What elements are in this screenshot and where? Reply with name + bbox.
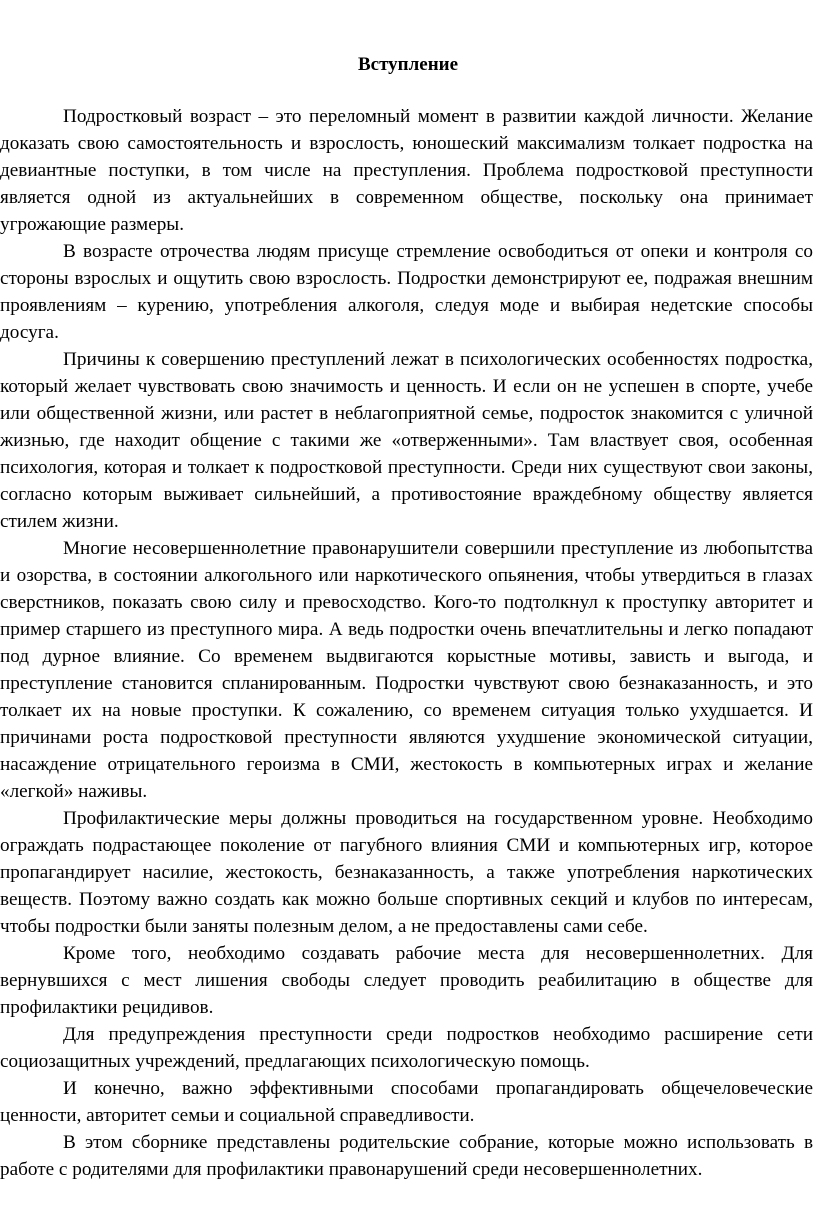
paragraph: Профилактические меры должны проводиться на государственном уровне. Необходимо ограждать подрастающее поколение от пагубного влияния СМИ и компьютерных игр, которое пропагандирует насилие, жестокость, безнаказанность, а также употребления наркотических веществ. Поэтому важно создать как можно больше спортивных секций и клубов по интересам, чтобы подростки были заняты полезным делом, а не предоставлены сами себе. xyxy=(0,808,813,937)
paragraph: Подростковый возраст – это переломный момент в развитии каждой личности. Желание доказать свою самостоятельность и взрослость, юношеский максимализм толкает подростка на девиантные поступки, в том числе на преступления. Проблема подростковой преступности является одной из актуальнейших в современном обществе, поскольку она принимает угрожающие размеры. xyxy=(0,106,813,235)
paragraph: Кроме того, необходимо создавать рабочие места для несовершеннолетних. Для вернувшихся с мест лишения свободы следует проводить реабилитацию в обществе для профилактики рецидивов. xyxy=(0,943,813,1018)
paragraph: В этом сборнике представлены родительские собрание, которые можно использовать в работе с родителями для профилактики правонарушений среди несовершеннолетних. xyxy=(0,1132,813,1180)
document-title: Вступление xyxy=(357,54,459,75)
paragraph: Причины к совершению преступлений лежат в психологических особенностях подростка, который желает чувствовать свою значимость и ценность. И если он не успешен в спорте, учебе или общественной жизни, или растет в неблагоприятной семье, подросток знакомится с уличной жизнью, где находит общение с такими же «отверженными». Там властвует своя, особенная психология, которая и толкает к подростковой преступности. Среди них существуют свои законы, согласно которым выживает сильнейший, а противостояние враждебному обществу является стилем жизни. xyxy=(0,349,813,532)
document-body xyxy=(0,103,813,1183)
paragraph: И конечно, важно эффективными способами пропагандировать общечеловеческие ценности, авторитет семьи и социальной справедливости. xyxy=(0,1078,813,1126)
paragraph: В возрасте отрочества людям присуще стремление освободиться от опеки и контроля со стороны взрослых и ощутить свою взрослость. Подростки демонстрируют ее, подражая внешним проявлениям – курению, употребления алкоголя, следуя моде и выбирая недетские способы досуга. xyxy=(0,241,813,343)
paragraph: Для предупреждения преступности среди подростков необходимо расширение сети социозащитных учреждений, предлагающих психологическую помощь. xyxy=(0,1024,813,1072)
paragraph: Многие несовершеннолетние правонарушители совершили преступление из любопытства и озорства, в состоянии алкогольного или наркотического опьянения, чтобы утвердиться в глазах сверстников, показать свою силу и превосходство. Кого-то подтолкнул к проступку авторитет и пример старшего из преступного мира. А ведь подростки очень впечатлительны и легко попадают под дурное влияние. Со временем выдвигаются корыстные мотивы, зависть и выгода, и преступление становится спланированным. Подростки чувствуют свою безнаказанность, и это толкает их на новые проступки. К сожалению, со временем ситуация только ухудшается. И причинами роста подростковой преступности являются ухудшение экономической ситуации, насаждение отрицательного героизма в СМИ, жестокость в компьютерных играх и желание «легкой» наживы. xyxy=(0,538,813,802)
